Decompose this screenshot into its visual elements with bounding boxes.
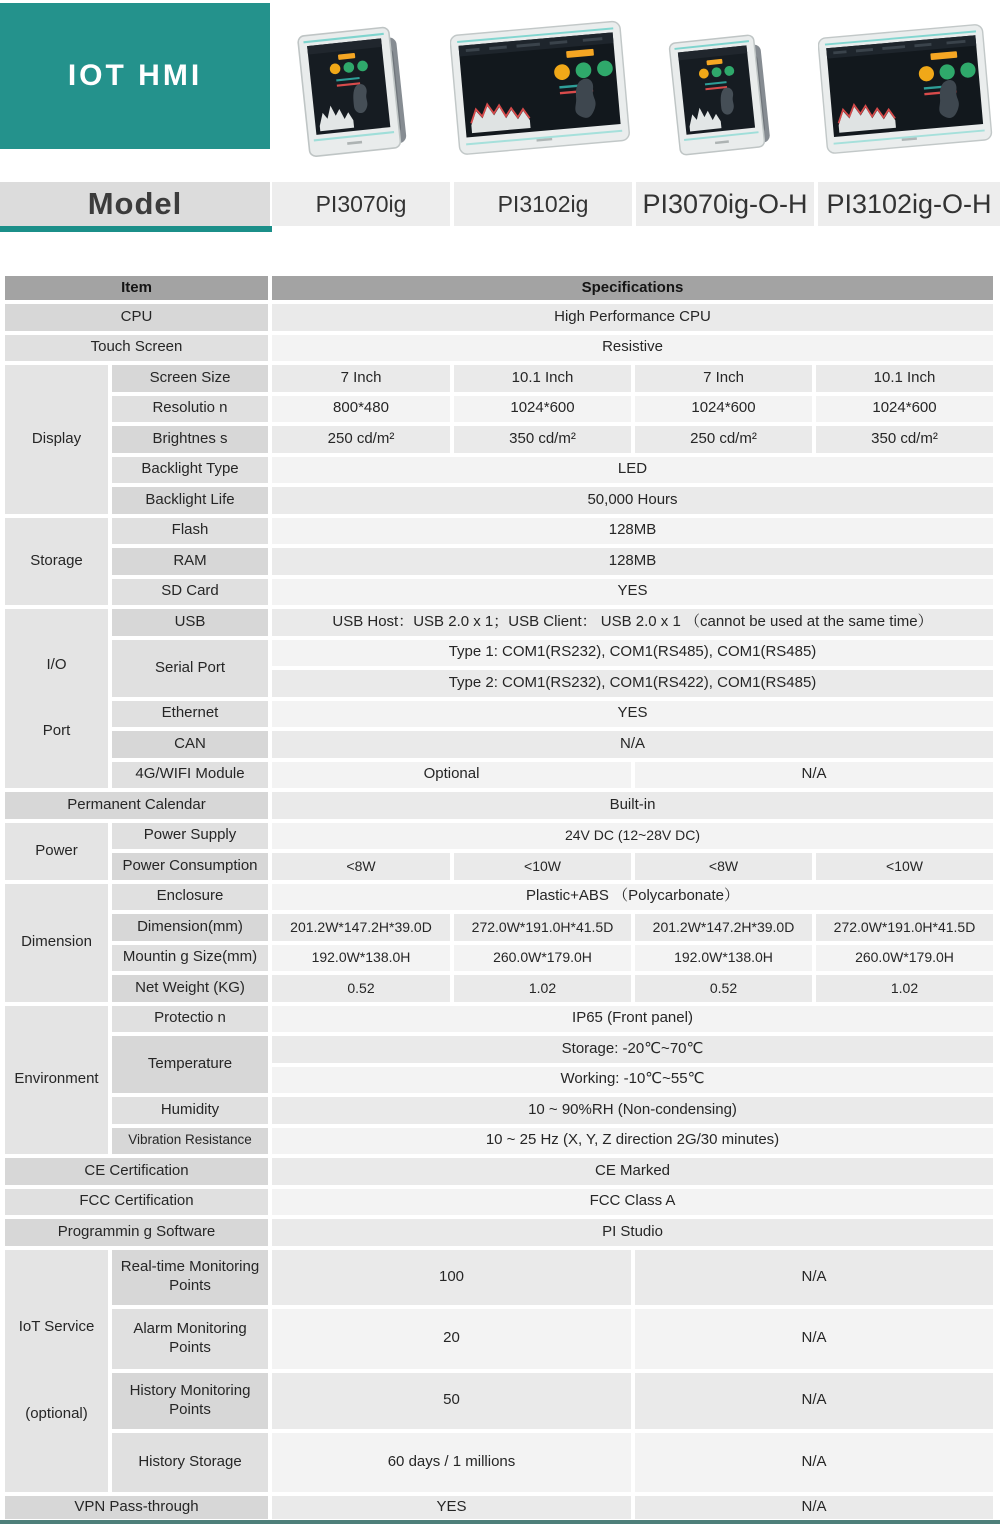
header-item: Item: [5, 276, 268, 300]
group-power: Power: [5, 823, 108, 880]
row-history-points-value-right: N/A: [635, 1373, 993, 1429]
row-backlight-life-value: 50,000 Hours: [272, 487, 993, 514]
row-enclosure-value: Plastic+ABS （Polycarbonate）: [272, 884, 993, 911]
row-sd-card-value: YES: [272, 579, 993, 606]
row-permanent-calendar-label: Permanent Calendar: [5, 792, 268, 819]
group-display: Display: [5, 365, 108, 514]
row-dimension-mm-label: Dimension(mm): [112, 914, 268, 941]
row-net-weight-value-2: 1.02: [454, 975, 631, 1002]
row-serial-port-type1: Type 1: COM1(RS232), COM1(RS485), COM1(RS485): [272, 640, 993, 667]
row-history-storage-label: History Storage: [112, 1433, 268, 1492]
row-net-weight-value-4: 1.02: [816, 975, 993, 1002]
row-backlight-life-label: Backlight Life: [112, 487, 268, 514]
row-realtime-points-value-left: 100: [272, 1250, 631, 1305]
row-mounting-size-value-2: 260.0W*179.0H: [454, 945, 631, 972]
row-resolution-label: Resolutio n: [112, 396, 268, 423]
row-vpn-value-left: YES: [272, 1496, 631, 1519]
product-image-pi3070ig: [294, 24, 424, 162]
row-dimension-mm-value-1: 201.2W*147.2H*39.0D: [272, 914, 450, 941]
row-realtime-points-label: Real-time Monitoring Points: [112, 1250, 268, 1305]
group-dimension: Dimension: [5, 884, 108, 1002]
row-brightness-value-1: 250 cd/m²: [272, 426, 450, 453]
row-touch-screen-label: Touch Screen: [5, 335, 268, 362]
row-ce-value: CE Marked: [272, 1158, 993, 1185]
product-image-pi3102ig-o-h: [818, 20, 998, 164]
row-resolution-value-1: 800*480: [272, 396, 450, 423]
row-vpn-label: VPN Pass-through: [5, 1496, 268, 1519]
row-mounting-size-value-1: 192.0W*138.0H: [272, 945, 450, 972]
spec-table: [5, 276, 995, 1519]
row-vibration-value: 10 ~ 25 Hz (X, Y, Z direction 2G/30 minutes): [272, 1128, 993, 1155]
model-row-title: Model: [87, 186, 183, 221]
row-usb-label: USB: [112, 609, 268, 636]
row-flash-label: Flash: [112, 518, 268, 545]
row-temperature-label: Temperature: [112, 1036, 268, 1093]
row-usb-value: USB Host：USB 2.0 x 1；USB Client： USB 2.0 x 1 （cannot be used at the same time）: [272, 609, 993, 636]
group-iot-service-line1: IoT Service: [18, 1317, 95, 1335]
row-backlight-type-label: Backlight Type: [112, 457, 268, 484]
row-realtime-points-value-right: N/A: [635, 1250, 993, 1305]
row-brightness-value-3: 250 cd/m²: [635, 426, 812, 453]
row-brightness-value-2: 350 cd/m²: [454, 426, 631, 453]
row-alarm-points-value-right: N/A: [635, 1309, 993, 1369]
row-permanent-calendar-value: Built-in: [272, 792, 993, 819]
row-ram-value: 128MB: [272, 548, 993, 575]
row-ethernet-label: Ethernet: [112, 701, 268, 728]
row-power-consumption-value-1: <8W: [272, 853, 450, 880]
brand-banner: [0, 3, 270, 149]
header-specifications: Specifications: [272, 276, 993, 300]
row-dimension-mm-value-2: 272.0W*191.0H*41.5D: [454, 914, 631, 941]
row-4g-wifi-value-right: N/A: [635, 762, 993, 789]
row-cpu-value: High Performance CPU: [272, 304, 993, 331]
row-power-consumption-label: Power Consumption: [112, 853, 268, 880]
row-vibration-label: Vibration Resistance: [112, 1128, 268, 1155]
row-protection-value: IP65 (Front panel): [272, 1006, 993, 1033]
row-screen-size-value-2: 10.1 Inch: [454, 365, 631, 392]
row-power-consumption-value-4: <10W: [816, 853, 993, 880]
row-screen-size-value-1: 7 Inch: [272, 365, 450, 392]
product-image-pi3102ig: [450, 18, 636, 164]
group-iot-service-line2: (optional): [25, 1404, 88, 1422]
row-ce-label: CE Certification: [5, 1158, 268, 1185]
row-programming-software-label: Programmin g Software: [5, 1219, 268, 1246]
group-iot-service: [5, 1250, 108, 1492]
row-cpu-label: CPU: [5, 304, 268, 331]
row-screen-size-label: Screen Size: [112, 365, 268, 392]
row-alarm-points-label: Alarm Monitoring Points: [112, 1309, 268, 1369]
row-4g-wifi-label: 4G/WIFI Module: [112, 762, 268, 789]
row-brightness-label: Brightnes s: [112, 426, 268, 453]
row-temperature-storage-value: Storage: -20℃~70℃: [272, 1036, 993, 1063]
model-name-pi3070ig-o-h: PI3070ig-O-H: [636, 182, 814, 226]
row-protection-label: Protectio n: [112, 1006, 268, 1033]
row-mounting-size-value-4: 260.0W*179.0H: [816, 945, 993, 972]
row-dimension-mm-value-3: 201.2W*147.2H*39.0D: [635, 914, 812, 941]
group-environment: Environment: [5, 1006, 108, 1155]
row-resolution-value-3: 1024*600: [635, 396, 812, 423]
group-io-port-line1: I/O: [46, 656, 67, 674]
row-history-points-value-left: 50: [272, 1373, 631, 1429]
row-ram-label: RAM: [112, 548, 268, 575]
row-alarm-points-value-left: 20: [272, 1309, 631, 1369]
model-name-pi3102ig-o-h: PI3102ig-O-H: [818, 182, 1000, 226]
row-flash-value: 128MB: [272, 518, 993, 545]
row-brightness-value-4: 350 cd/m²: [816, 426, 993, 453]
row-backlight-type-value: LED: [272, 457, 993, 484]
model-row-header: [0, 182, 270, 226]
row-power-supply-value: 24V DC (12~28V DC): [272, 823, 993, 850]
row-screen-size-value-4: 10.1 Inch: [816, 365, 993, 392]
row-ethernet-value: YES: [272, 701, 993, 728]
row-mounting-size-label: Mountin g Size(mm): [112, 945, 268, 972]
row-4g-wifi-value-left: Optional: [272, 762, 631, 789]
row-humidity-value: 10 ~ 90%RH (Non-condensing): [272, 1097, 993, 1124]
product-image-pi3070ig-o-h: [666, 32, 786, 160]
row-history-points-label: History Monitoring Points: [112, 1373, 268, 1429]
model-name-pi3070ig: PI3070ig: [272, 182, 450, 226]
model-underline-accent: [0, 226, 272, 232]
model-name-pi3102ig: PI3102ig: [454, 182, 632, 226]
row-history-storage-value-right: N/A: [635, 1433, 993, 1492]
row-mounting-size-value-3: 192.0W*138.0H: [635, 945, 812, 972]
row-power-consumption-value-3: <8W: [635, 853, 812, 880]
banner-title: IOT HMI: [67, 59, 203, 92]
row-sd-card-label: SD Card: [112, 579, 268, 606]
row-fcc-label: FCC Certification: [5, 1189, 268, 1216]
row-resolution-value-4: 1024*600: [816, 396, 993, 423]
row-enclosure-label: Enclosure: [112, 884, 268, 911]
row-vpn-value-right: N/A: [635, 1496, 993, 1519]
row-can-label: CAN: [112, 731, 268, 758]
row-screen-size-value-3: 7 Inch: [635, 365, 812, 392]
group-io-port-line2: Port: [42, 722, 71, 740]
row-can-value: N/A: [272, 731, 993, 758]
row-net-weight-value-1: 0.52: [272, 975, 450, 1002]
row-serial-port-type2: Type 2: COM1(RS232), COM1(RS422), COM1(RS485): [272, 670, 993, 697]
row-power-consumption-value-2: <10W: [454, 853, 631, 880]
row-dimension-mm-value-4: 272.0W*191.0H*41.5D: [816, 914, 993, 941]
row-touch-screen-value: Resistive: [272, 335, 993, 362]
row-temperature-working-value: Working: -10℃~55℃: [272, 1067, 993, 1094]
row-humidity-label: Humidity: [112, 1097, 268, 1124]
row-net-weight-label: Net Weight (KG): [112, 975, 268, 1002]
row-resolution-value-2: 1024*600: [454, 396, 631, 423]
row-net-weight-value-3: 0.52: [635, 975, 812, 1002]
row-fcc-value: FCC Class A: [272, 1189, 993, 1216]
group-io-port: [5, 609, 108, 788]
group-storage: Storage: [5, 518, 108, 606]
row-serial-port-label: Serial Port: [112, 640, 268, 697]
row-history-storage-value-left: 60 days / 1 millions: [272, 1433, 631, 1492]
bottom-accent-bar: [0, 1520, 1000, 1524]
row-programming-software-value: PI Studio: [272, 1219, 993, 1246]
row-power-supply-label: Power Supply: [112, 823, 268, 850]
